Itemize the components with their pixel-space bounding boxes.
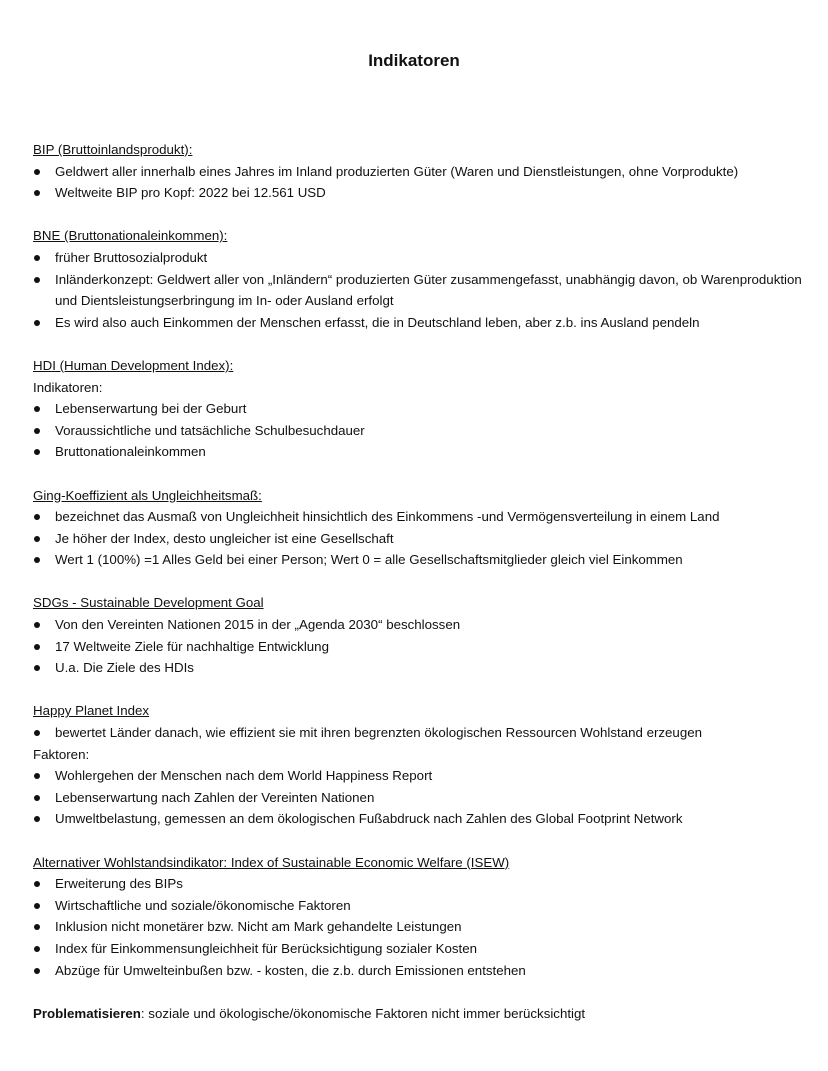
list-item: Erweiterung des BIPs <box>33 873 803 895</box>
section-bip <box>33 139 803 204</box>
list-item: Inländerkonzept: Geldwert aller von „Inländern“ produzierten Güter zusammengefasst, unabhängig davon, ob Warenproduktion und Dientsleistungserbringung im In- oder Ausland erfolgt <box>33 269 803 312</box>
section-heading: BIP (Bruttoinlandsprodukt): <box>33 142 193 157</box>
bullet-list <box>33 506 803 571</box>
list-item: Voraussichtliche und tatsächliche Schulbesuchdauer <box>33 420 803 442</box>
problematisieren-label: Problematisieren <box>33 1005 141 1021</box>
page-title: Indikatoren <box>368 51 460 70</box>
bullet-list <box>33 398 803 463</box>
section-sdgs <box>33 592 803 678</box>
list-item: Wohlergehen der Menschen nach dem World Happiness Report <box>33 765 803 787</box>
section-heading: Happy Planet Index <box>33 703 150 719</box>
bullet-list <box>33 765 803 830</box>
bullet-list <box>33 247 803 333</box>
section-heading: BNE (Bruttonationaleinkommen): <box>33 228 228 244</box>
list-item: U.a. Die Ziele des HDIs <box>33 657 803 679</box>
list-item: Es wird also auch Einkommen der Menschen erfasst, die in Deutschland leben, aber z.b. ins Ausland pendeln <box>33 312 803 334</box>
list-item: Wert 1 (100%) =1 Alles Geld bei einer Person; Wert 0 = alle Gesellschaftsmitglieder gleich viel Einkommen <box>33 549 803 571</box>
list-item: Von den Vereinten Nationen 2015 in der „Agenda 2030“ beschlossen <box>33 614 803 636</box>
problematisieren-text: : soziale und ökologische/ökonomische Faktoren nicht immer berücksichtigt <box>140 1005 586 1021</box>
document-body <box>33 139 803 1024</box>
list-item: Bruttonationaleinkommen <box>33 441 803 463</box>
list-item: Index für Einkommensungleichheit für Berücksichtigung sozialer Kosten <box>33 938 803 960</box>
section-bne <box>33 225 803 333</box>
section-gini <box>33 485 803 571</box>
list-item: Wirtschaftliche und soziale/ökonomische Faktoren <box>33 895 803 917</box>
section-subheading: Indikatoren: <box>33 379 103 395</box>
list-item: Lebenserwartung bei der Geburt <box>33 398 803 420</box>
section-heading: Ging-Koeffizient als Ungleichheitsmaß: <box>33 487 262 503</box>
bullet-list <box>33 614 803 679</box>
section-heading: Alternativer Wohlstandsindikator: Index of Sustainable Economic Welfare (ISEW) <box>33 854 510 870</box>
section-hdi <box>33 355 803 463</box>
bullet-list <box>33 161 803 204</box>
list-item: Weltweite BIP pro Kopf: 2022 bei 12.561 USD <box>33 182 803 204</box>
bullet-list <box>33 873 803 981</box>
section-isew <box>33 852 803 982</box>
section-heading: HDI (Human Development Index): <box>33 357 234 373</box>
list-item: Inklusion nicht monetärer bzw. Nicht am Mark gehandelte Leistungen <box>33 916 803 938</box>
list-item: Geldwert aller innerhalb eines Jahres im Inland produzierten Güter (Waren und Dienstleistungen, ohne Vorprodukte) <box>33 161 803 183</box>
list-item: Lebenserwartung nach Zahlen der Vereinten Nationen <box>33 787 803 809</box>
list-item: 17 Weltweite Ziele für nachhaltige Entwicklung <box>33 636 803 658</box>
section-happy-planet-index <box>33 700 803 830</box>
list-item: bewertet Länder danach, wie effizient sie mit ihren begrenzten ökologischen Ressourcen Wohlstand erzeugen <box>33 722 803 744</box>
list-item: früher Bruttosozialprodukt <box>33 247 803 269</box>
section-heading: SDGs - Sustainable Development Goal <box>33 595 264 611</box>
list-item: Umweltbelastung, gemessen an dem ökologischen Fußabdruck nach Zahlen des Global Footprint Network <box>33 808 803 830</box>
section-subheading: Faktoren: <box>33 746 90 762</box>
list-item: Abzüge für Umwelteinbußen bzw. - kosten, die z.b. durch Emissionen entstehen <box>33 960 803 982</box>
list-item: bezeichnet das Ausmaß von Ungleichheit hinsichtlich des Einkommens -und Vermögensverteilung in einem Land <box>33 506 803 528</box>
bullet-list <box>33 722 803 744</box>
list-item: Je höher der Index, desto ungleicher ist eine Gesellschaft <box>33 528 803 550</box>
problematisieren-note <box>33 1003 803 1025</box>
